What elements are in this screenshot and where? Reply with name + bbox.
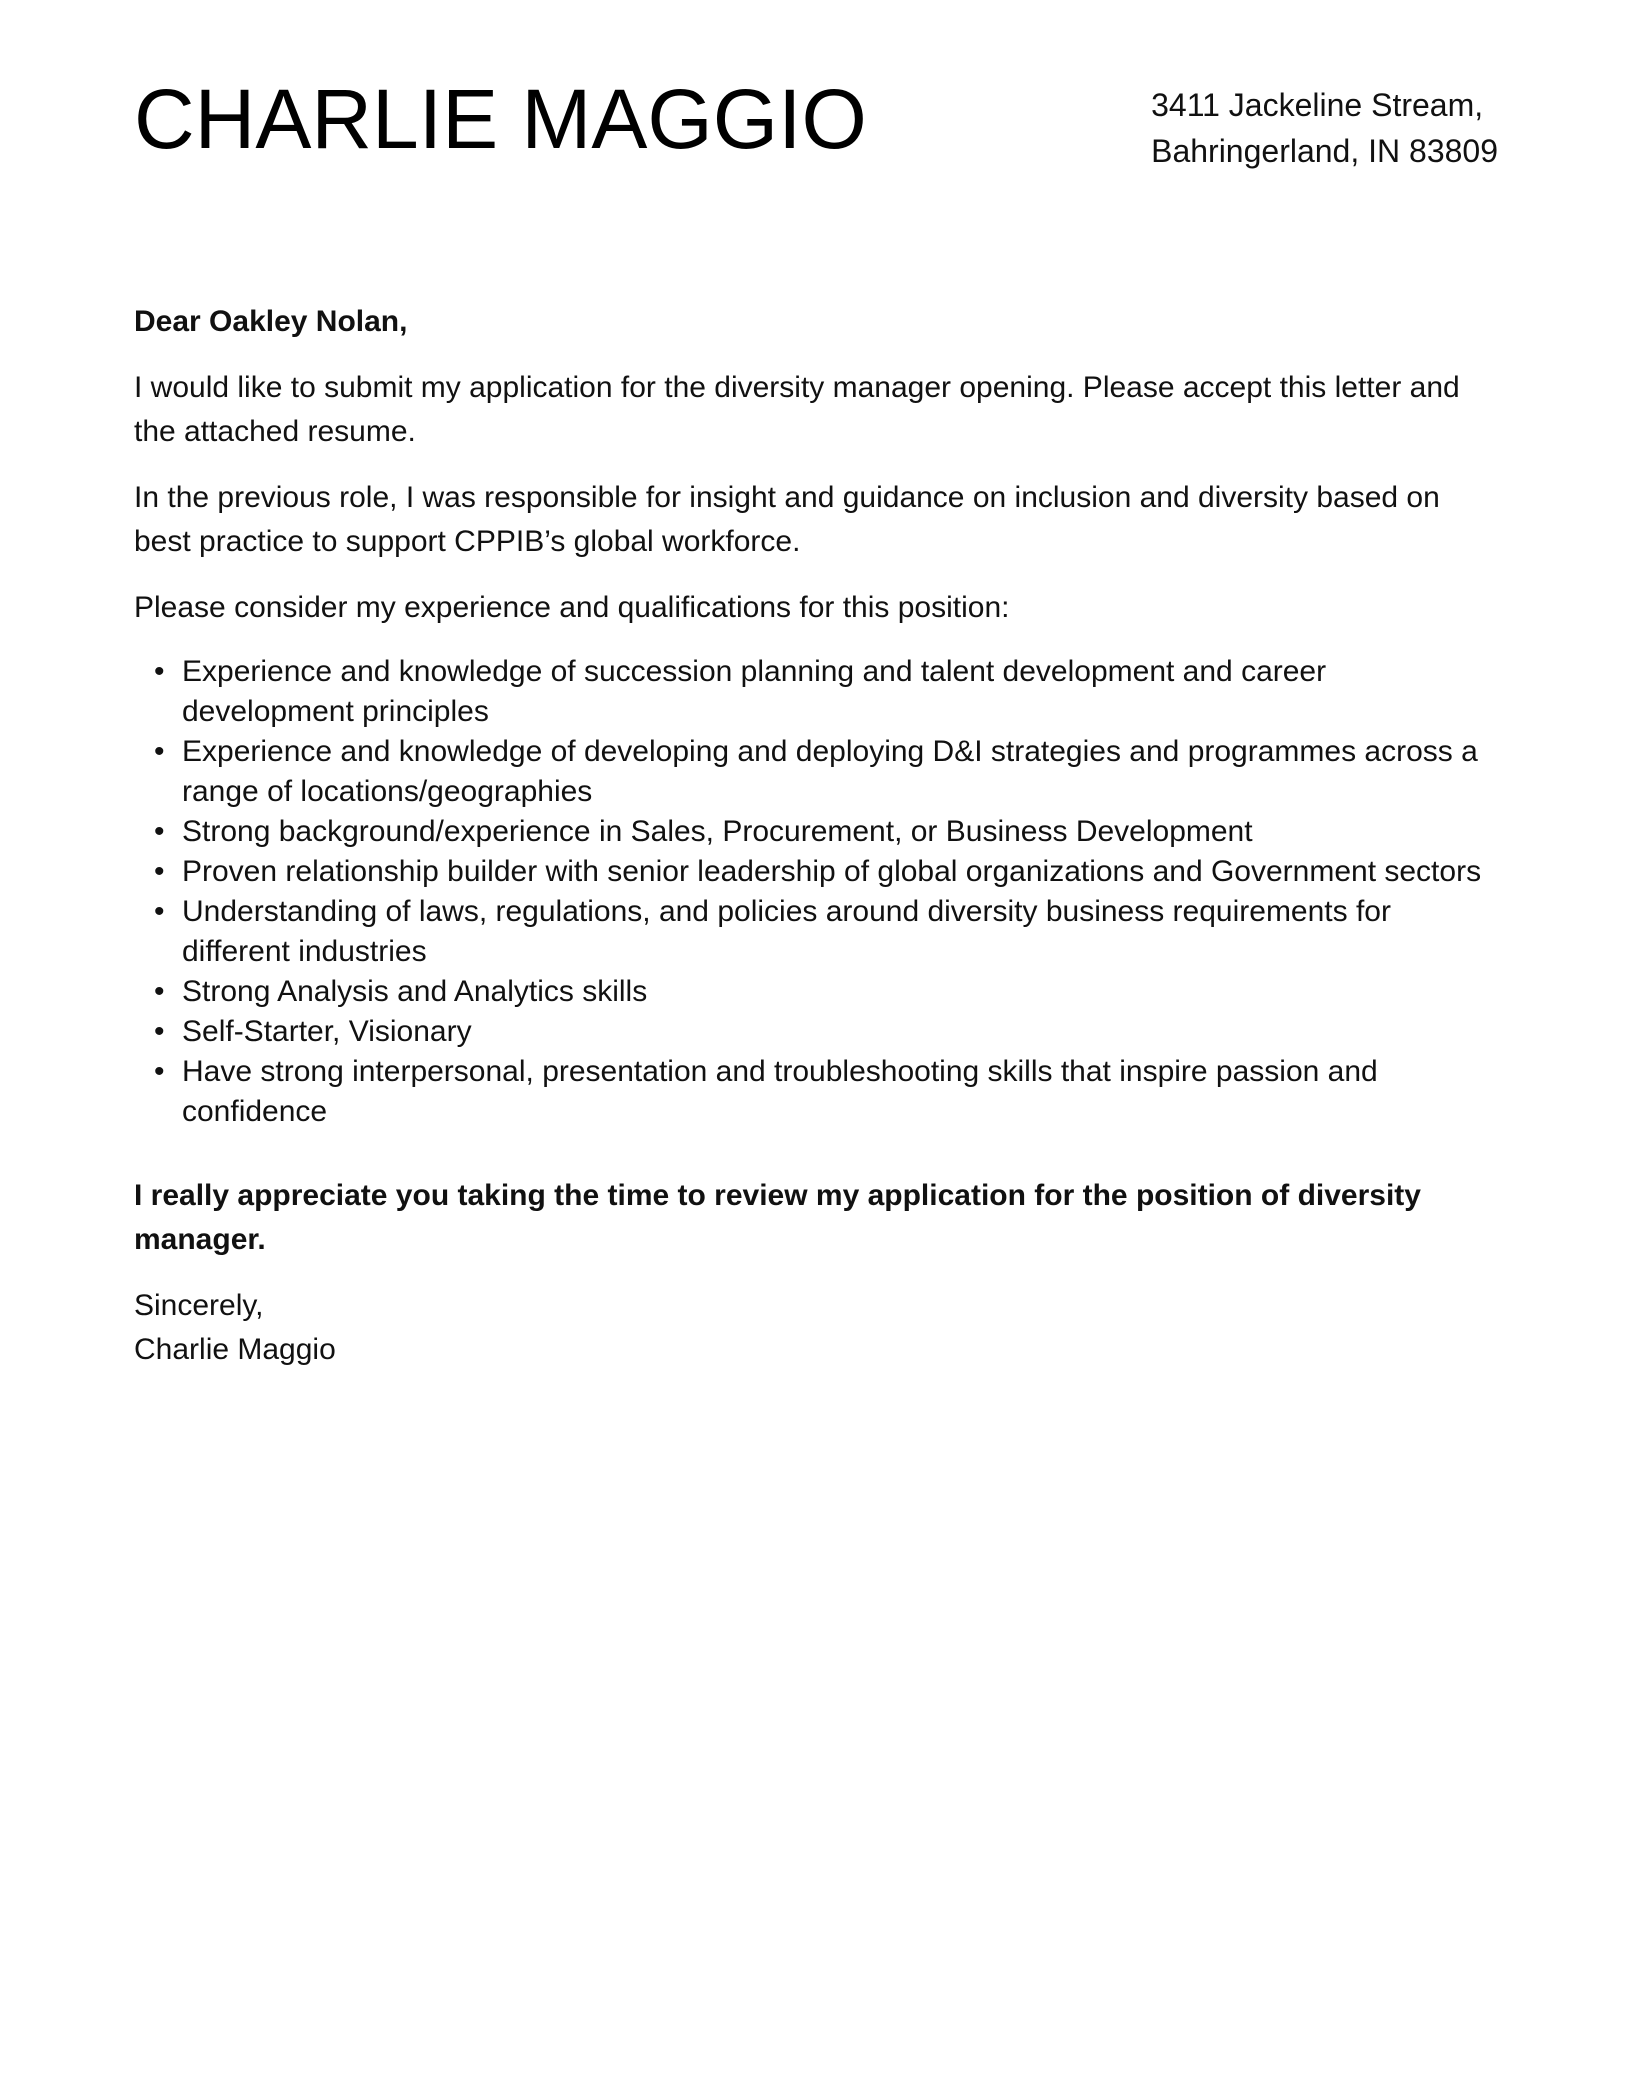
list-item bbox=[154, 972, 1498, 1012]
bullet-icon: • bbox=[154, 1055, 165, 1088]
qualification-text: Have strong interpersonal, presentation and troubleshooting skills that inspire passion and confidence bbox=[182, 1055, 1378, 1128]
applicant-name: CHARLIE MAGGIO bbox=[134, 72, 867, 166]
bullet-icon: • bbox=[154, 895, 165, 928]
signoff-block bbox=[134, 1284, 1498, 1372]
experience-paragraph: In the previous role, I was responsible for insight and guidance on inclusion and diversity based on best practice to support CPPIB’s global workforce. bbox=[134, 481, 1440, 558]
address-line-2: Bahringerland, IN 83809 bbox=[1151, 133, 1498, 169]
bullet-icon: • bbox=[154, 975, 165, 1008]
list-item bbox=[154, 812, 1498, 852]
qualification-text: Proven relationship builder with senior leadership of global organizations and Government sectors bbox=[182, 855, 1482, 888]
letter-header bbox=[134, 74, 1498, 194]
list-item bbox=[154, 852, 1498, 892]
bullet-icon: • bbox=[154, 735, 165, 768]
salutation: Dear Oakley Nolan, bbox=[134, 305, 408, 338]
list-item bbox=[154, 1012, 1498, 1052]
list-item bbox=[154, 1052, 1498, 1132]
applicant-address bbox=[1151, 82, 1498, 174]
qualification-text: Strong Analysis and Analytics skills bbox=[182, 975, 648, 1008]
list-item bbox=[154, 892, 1498, 972]
bullet-icon: • bbox=[154, 815, 165, 848]
bullet-icon: • bbox=[154, 655, 165, 688]
qualification-text: Understanding of laws, regulations, and policies around diversity business requirements for different industries bbox=[182, 895, 1391, 968]
qualification-text: Strong background/experience in Sales, Procurement, or Business Development bbox=[182, 815, 1253, 848]
qualifications-list bbox=[134, 652, 1498, 1132]
qualifications-intro: Please consider my experience and qualifications for this position: bbox=[134, 591, 1010, 624]
bullet-icon: • bbox=[154, 1015, 165, 1048]
qualification-text: Experience and knowledge of developing and deploying D&I strategies and programmes across a range of locations/geographies bbox=[182, 735, 1478, 808]
list-item bbox=[154, 652, 1498, 732]
signoff: Sincerely, bbox=[134, 1289, 264, 1322]
qualification-text: Self-Starter, Visionary bbox=[182, 1015, 472, 1048]
address-line-1: 3411 Jackeline Stream, bbox=[1151, 87, 1484, 123]
bullet-icon: • bbox=[154, 855, 165, 888]
intro-paragraph: I would like to submit my application for the diversity manager opening. Please accept this letter and the attached resume. bbox=[134, 371, 1460, 448]
letter-body bbox=[134, 300, 1498, 1394]
signature: Charlie Maggio bbox=[134, 1333, 336, 1366]
closing-statement: I really appreciate you taking the time to review my application for the position of diversity manager. bbox=[134, 1179, 1421, 1256]
list-item bbox=[154, 732, 1498, 812]
qualification-text: Experience and knowledge of succession planning and talent development and career development principles bbox=[182, 655, 1327, 728]
